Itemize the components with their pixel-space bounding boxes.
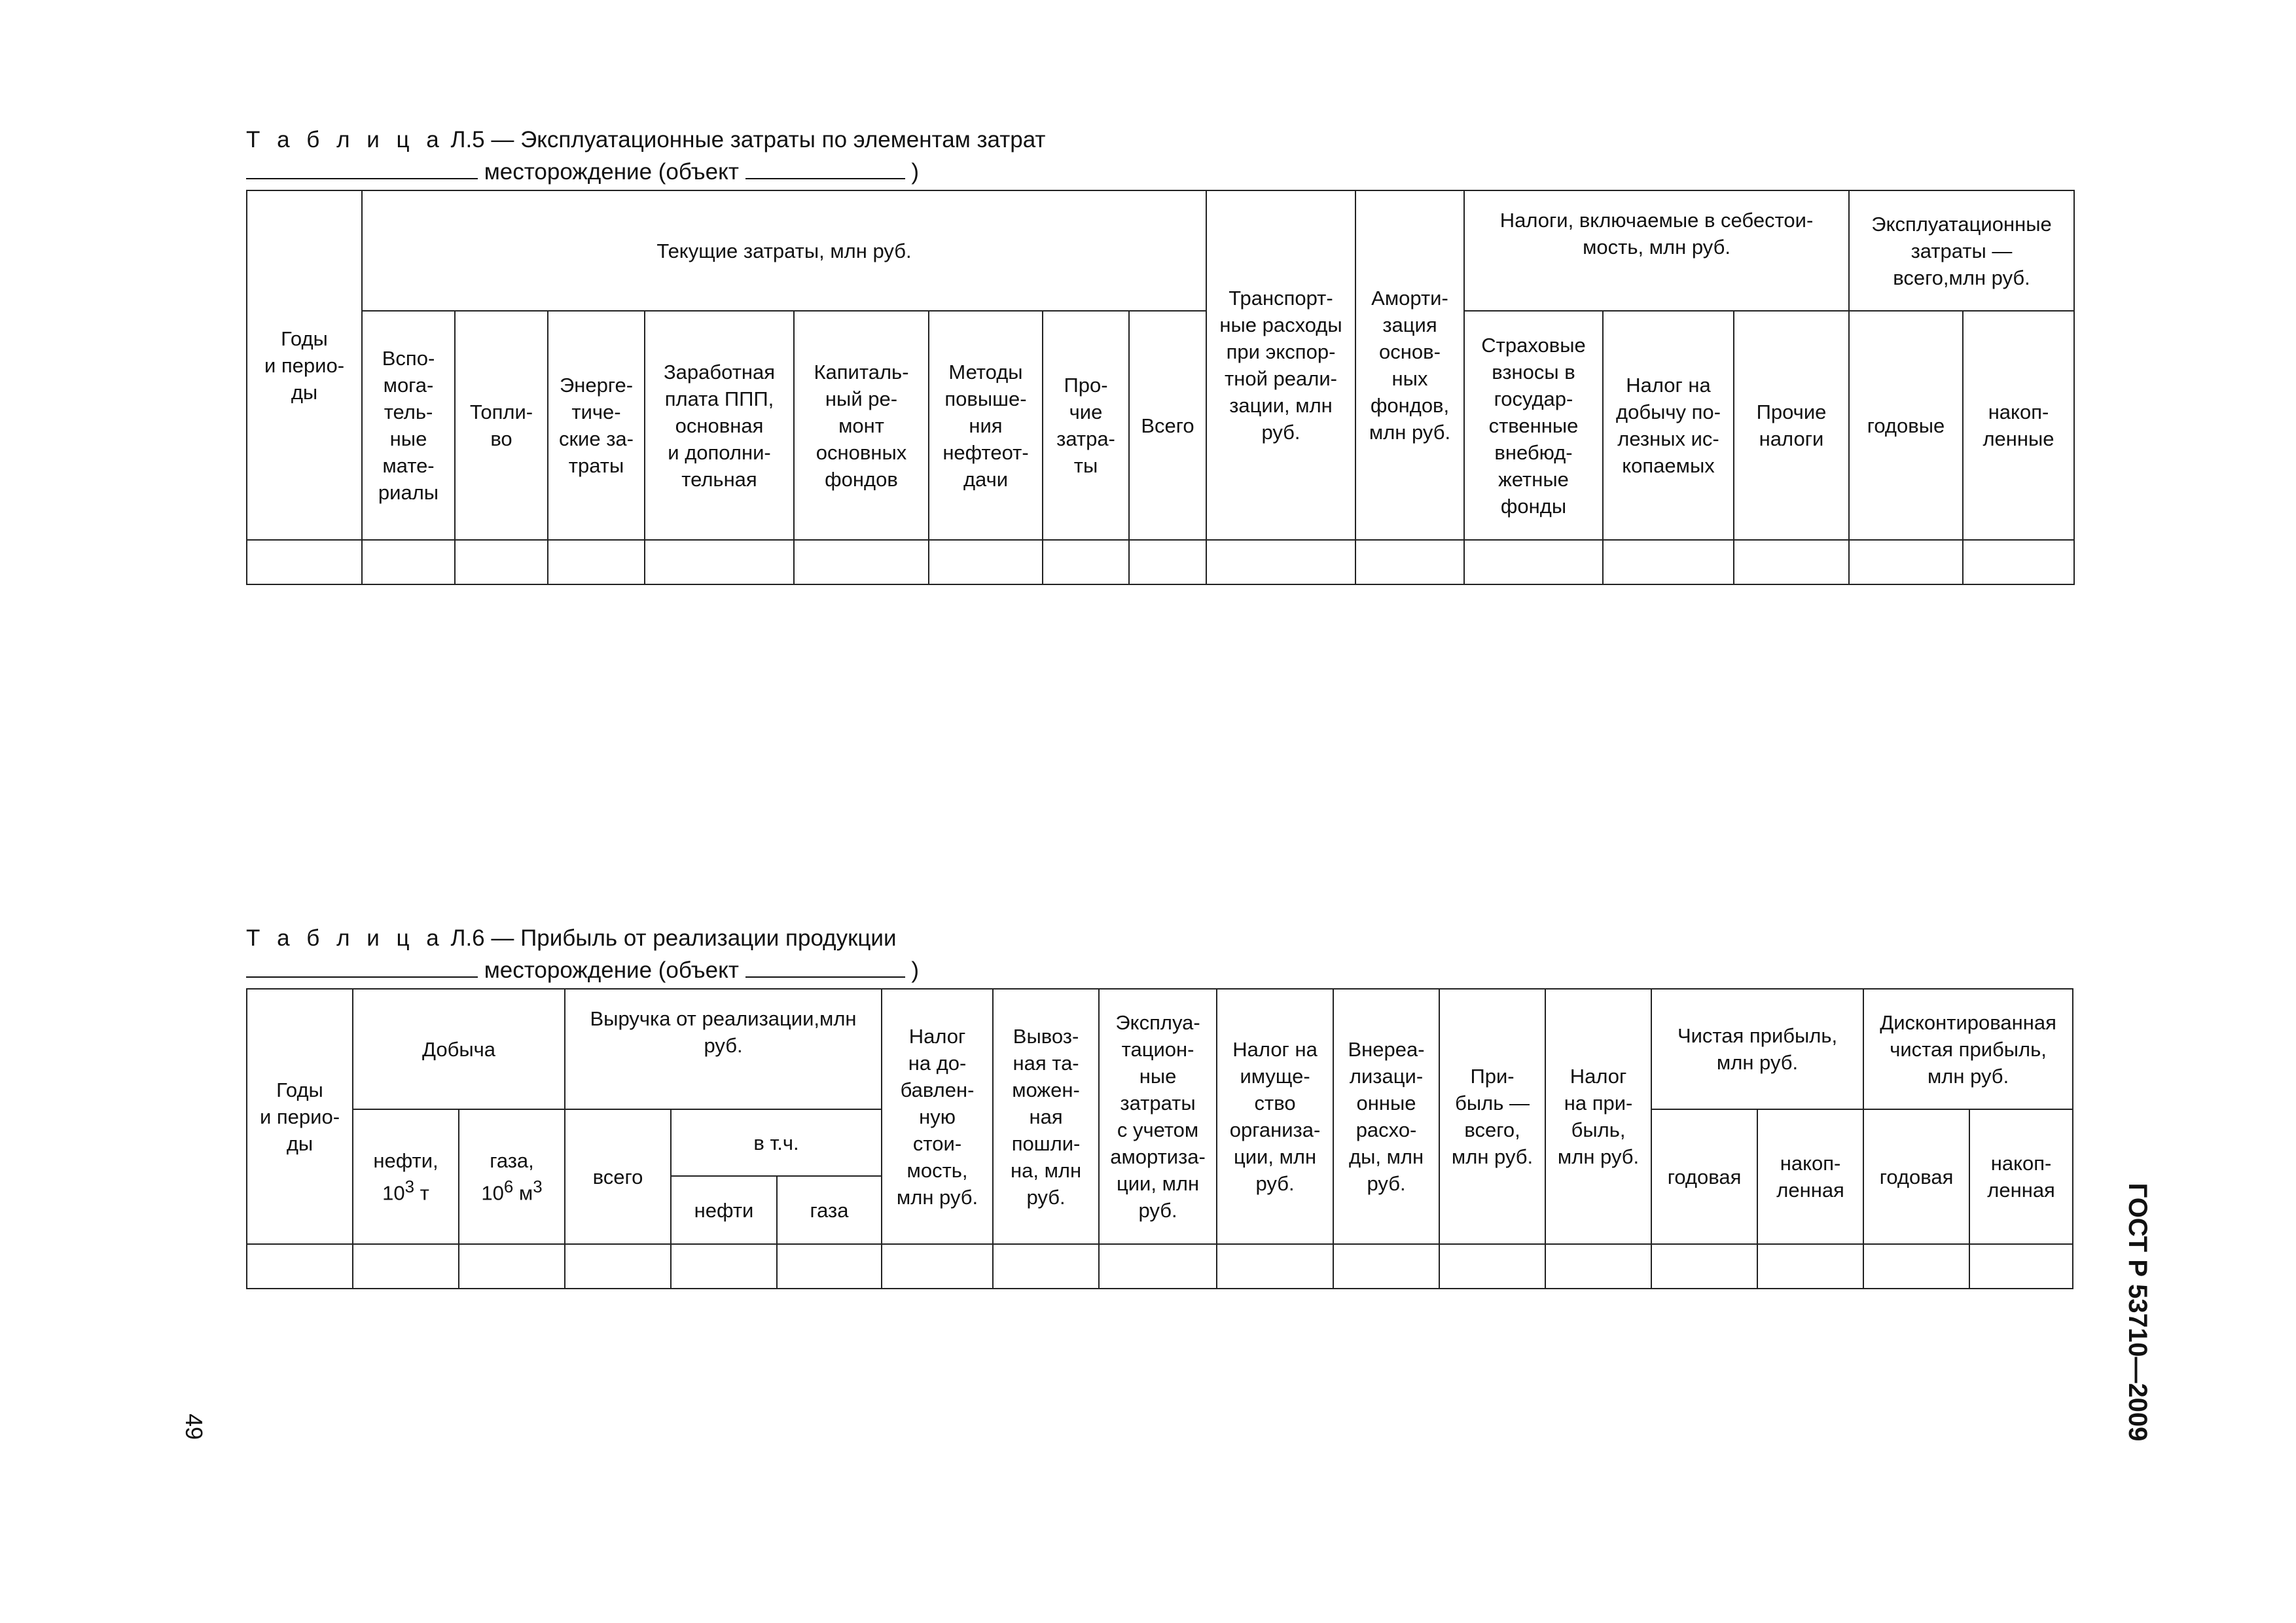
t6-cell xyxy=(247,1244,353,1289)
t6-header-opex: Эксплуа- тацион- ные затраты с учетом амортиза- ции, млн руб. xyxy=(1099,989,1217,1244)
t6-cell xyxy=(1099,1244,1217,1289)
table6-title: Л.6 — Прибыль от реализации продукции xyxy=(450,925,897,951)
t6-cell xyxy=(1545,1244,1651,1289)
t6-header-years: Годы и перио- ды xyxy=(247,989,353,1244)
t6-header-net-annual: годовая xyxy=(1651,1109,1757,1244)
t6-cell xyxy=(1757,1244,1863,1289)
t6-header-net-cumulative: накоп- ленная xyxy=(1757,1109,1863,1244)
t5-header-mineral-tax: Налог на добычу по- лезных ис- копаемых xyxy=(1603,311,1734,540)
table6-subtitle-end: ) xyxy=(911,957,919,983)
document-id: ГОСТ Р 53710—2009 xyxy=(2123,1183,2152,1442)
table5 xyxy=(246,190,2075,585)
t5-header-transport: Транспорт- ные расходы при экспор- тной реали- зации, млн руб. xyxy=(1206,190,1355,540)
t5-cell xyxy=(929,540,1043,584)
table5-subtitle-line xyxy=(246,156,919,188)
table6-subtitle: месторождение (объект xyxy=(484,957,739,983)
t6-data-row xyxy=(247,1244,2073,1289)
t5-cell xyxy=(1734,540,1849,584)
t6-cell xyxy=(1651,1244,1757,1289)
t5-cell xyxy=(1464,540,1603,584)
table5-subtitle-end: ) xyxy=(911,159,919,185)
t5-header-cumulative: накоп- ленные xyxy=(1963,311,2074,540)
t6-header-net-profit: Чистая прибыль, млн руб. xyxy=(1651,989,1863,1109)
t6-header-gas-production: газа, $10^6$ $м^3$ xyxy=(459,1109,565,1244)
t5-header-salary: Заработная плата ППП, основная и дополни- тельная xyxy=(645,311,794,540)
t5-header-repair: Капиталь- ный ре- монт основных фондов xyxy=(794,311,929,540)
t6-cell xyxy=(993,1244,1099,1289)
t5-cell xyxy=(794,540,929,584)
t6-header-disc-cumulative: накоп- ленная xyxy=(1969,1109,2073,1244)
t5-header-insurance: Страховые взносы в государ- ственные внебюд- жетные фонды xyxy=(1464,311,1603,540)
t6-cell xyxy=(459,1244,565,1289)
t6-header-property-tax: Налог на имуще- ство организа- ции, млн руб. xyxy=(1217,989,1333,1244)
t6-header-vat: Налог на до- бавлен- ную стои- мость, млн руб. xyxy=(882,989,993,1244)
table5-deposit-blank xyxy=(246,156,478,179)
table5-title: Л.5 — Эксплуатационные затраты по элементам затрат xyxy=(450,127,1046,152)
t6-header-revenue-oil: нефти xyxy=(671,1176,777,1244)
t6-header-discounted-profit: Дисконтированная чистая прибыль, млн руб. xyxy=(1863,989,2073,1109)
table6-caption xyxy=(246,923,897,954)
t5-header-aux-materials: Вспо- мога- тель- ные мате- риалы xyxy=(362,311,455,540)
t5-header-years: Годы и перио- ды xyxy=(247,190,362,540)
t6-header-including: в т.ч. xyxy=(671,1109,882,1176)
t6-cell xyxy=(671,1244,777,1289)
table5-object-blank xyxy=(745,156,905,179)
table5-caption xyxy=(246,124,1045,156)
t6-cell xyxy=(1217,1244,1333,1289)
t5-header-energy: Энерге- тиче- ские за- траты xyxy=(548,311,645,540)
page-number: 49 xyxy=(181,1413,207,1440)
t5-header-current-costs: Текущие затраты, млн руб. xyxy=(362,190,1206,311)
t5-header-annual: годовые xyxy=(1849,311,1963,540)
table6-subtitle-line xyxy=(246,954,919,986)
t6-cell xyxy=(1439,1244,1545,1289)
t6-header-nonoperating: Внереа- лизаци- онные расхо- ды, млн руб. xyxy=(1333,989,1439,1244)
t6-header-profit-tax: Налог на при- быль, млн руб. xyxy=(1545,989,1651,1244)
t5-cell xyxy=(247,540,362,584)
table6-object-blank xyxy=(745,954,905,978)
t5-cell xyxy=(1206,540,1355,584)
t6-cell xyxy=(1969,1244,2073,1289)
t5-cell xyxy=(1603,540,1734,584)
table6-deposit-blank xyxy=(246,954,478,978)
table6-label: Т а б л и ц а xyxy=(246,925,444,951)
t5-header-other-taxes: Прочие налоги xyxy=(1734,311,1849,540)
t6-cell xyxy=(1863,1244,1969,1289)
t5-header-opex: Эксплуатационные затраты — всего,млн руб. xyxy=(1849,190,2074,311)
t5-header-other-costs: Про- чие затра- ты xyxy=(1043,311,1129,540)
t5-header-amortization: Аморти- зация основ- ных фондов, млн руб. xyxy=(1355,190,1464,540)
table5-subtitle: месторождение (объект xyxy=(484,159,739,185)
t5-cell xyxy=(455,540,548,584)
t5-cell xyxy=(645,540,794,584)
t5-cell xyxy=(1043,540,1129,584)
t6-cell xyxy=(882,1244,993,1289)
t6-cell xyxy=(353,1244,459,1289)
t6-header-revenue-total: всего xyxy=(565,1109,671,1244)
t5-cell xyxy=(1355,540,1464,584)
t6-cell xyxy=(1333,1244,1439,1289)
t6-cell xyxy=(777,1244,882,1289)
table5-label: Т а б л и ц а xyxy=(246,127,444,152)
t6-header-disc-annual: годовая xyxy=(1863,1109,1969,1244)
t6-header-oil-production: нефти, $10^3$ т xyxy=(353,1109,459,1244)
t5-cell xyxy=(1849,540,1963,584)
t6-header-revenue: Выручка от реализации,млн руб. xyxy=(565,989,882,1109)
t5-header-eor-methods: Методы повыше- ния нефтеот- дачи xyxy=(929,311,1043,540)
t5-cell xyxy=(1129,540,1206,584)
t5-header-total: Всего xyxy=(1129,311,1206,540)
t5-header-fuel: Топли- во xyxy=(455,311,548,540)
t6-header-production: Добыча xyxy=(353,989,565,1109)
t5-header-taxes: Налоги, включаемые в себестои- мость, млн руб. xyxy=(1464,190,1849,311)
t6-header-export-duty: Вывоз- ная та- можен- ная пошли- на, млн руб. xyxy=(993,989,1099,1244)
t5-cell xyxy=(1963,540,2074,584)
t5-cell xyxy=(548,540,645,584)
t6-header-profit: При- быль — всего, млн руб. xyxy=(1439,989,1545,1244)
t6-cell xyxy=(565,1244,671,1289)
table6 xyxy=(246,988,2073,1289)
t5-data-row xyxy=(247,540,2074,584)
t5-cell xyxy=(362,540,455,584)
t6-header-revenue-gas: газа xyxy=(777,1176,882,1244)
